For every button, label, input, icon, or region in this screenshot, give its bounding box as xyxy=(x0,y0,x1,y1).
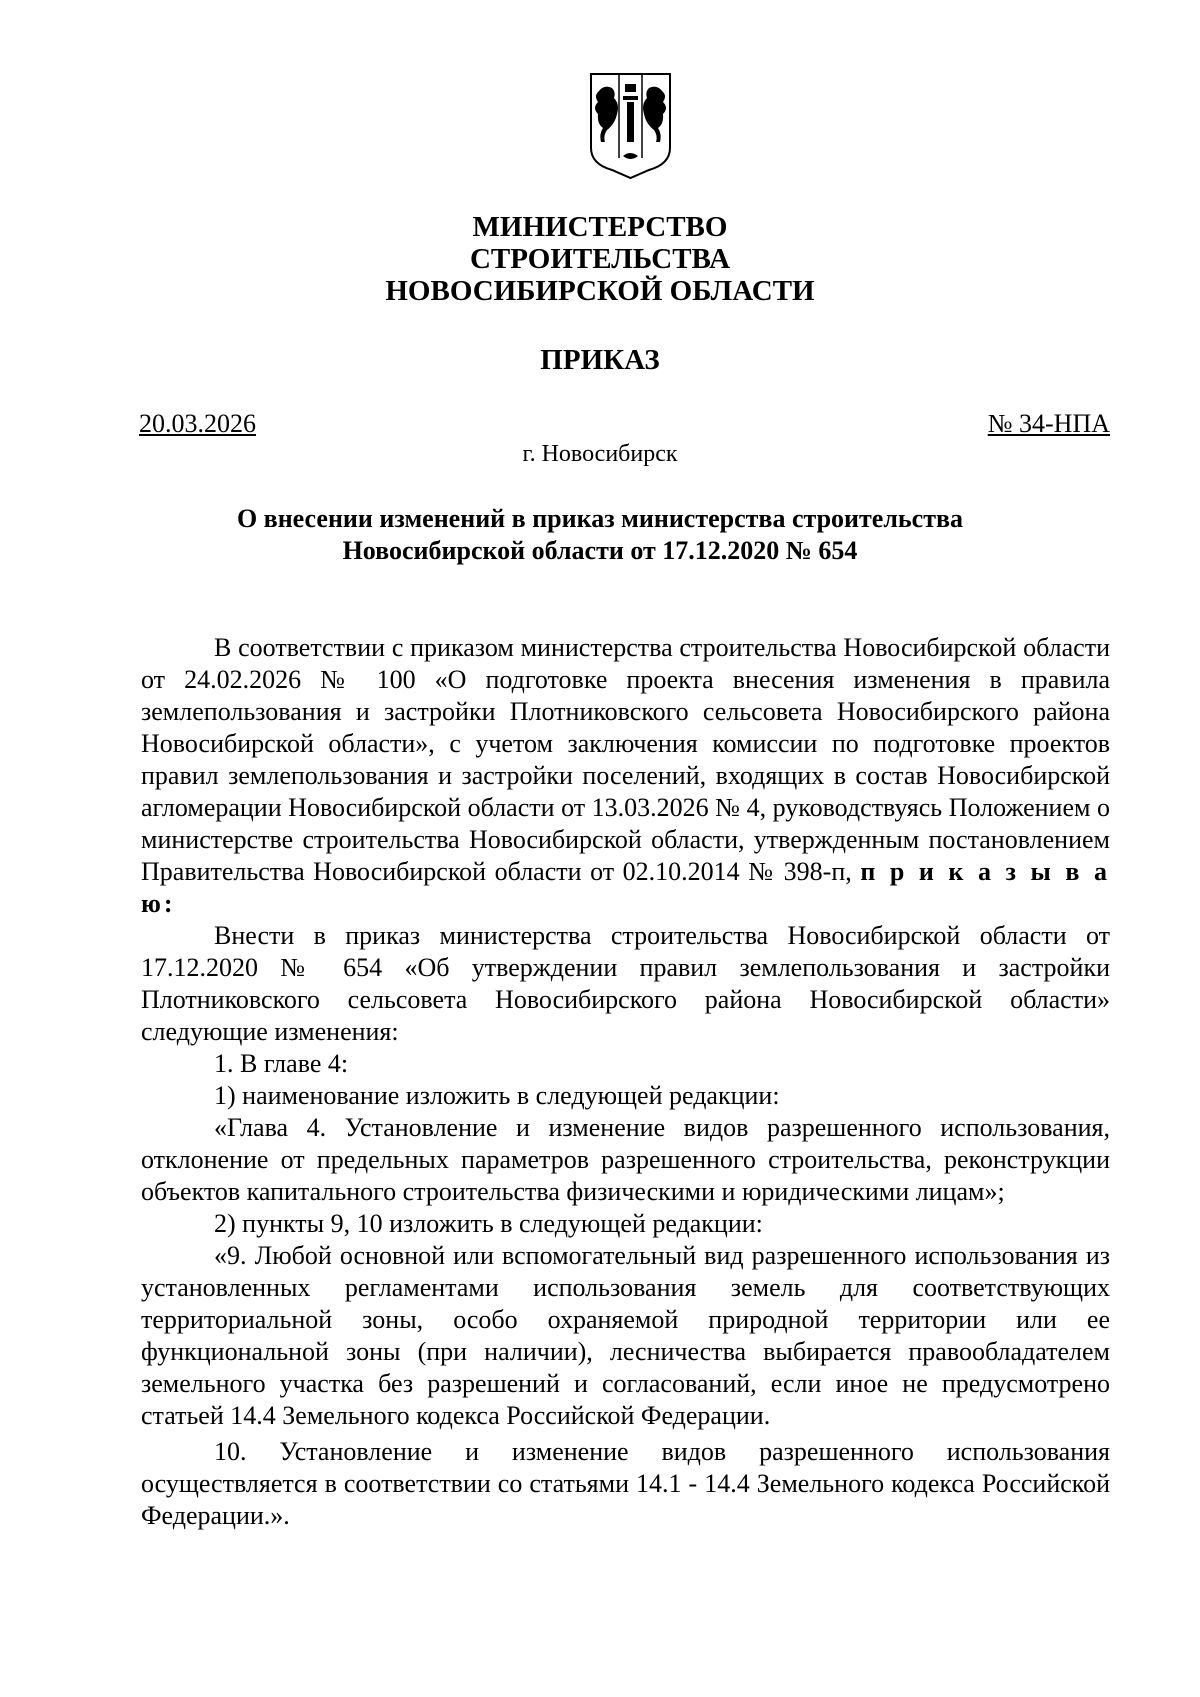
preamble-paragraph xyxy=(141,632,1110,920)
item-1: 1. В главе 4: xyxy=(214,1049,349,1078)
ministry-name-line-1: МИНИСТЕРСТВО xyxy=(472,211,728,243)
quote-point-9: «9. Любой основной или вспомогательный вид разрешенного использования из установленных регламентами использования земель для соответствующих территориальной зоны, особо охраняемой природной территории или ее функциональной зоны (при наличии), лесничества выбирается правообладателем земельного участка без разрешений и согласований, если иное не предусмотрено статьей 14.4 Земельного кодекса Российской Федерации. xyxy=(141,1241,1110,1430)
ministry-name xyxy=(0,211,1200,307)
document-title-line-2: Новосибирской области от 17.12.2020 № 654 xyxy=(342,536,858,565)
preamble-text: В соответствии с приказом министерства строительства Новосибирской области от 24.02.2026 № 100 «О подготовке проекта внесения изменения в правила землепользования и застройки Плотниковского сельсовета Новосибирского района Новосибирской области», с учетом заключения комиссии по подготовке проектов правил землепользования и застройки поселений, входящих в состав Новосибирской агломерации Новосибирской области от 13.03.2026 № 4, руководствуясь Положением о министерстве строительства Новосибирской области, утвержденным постановлением Правительства Новосибирской области от 02.10.2014 № 398-п, xyxy=(141,633,1110,886)
order-word: п р и к а з ы в а ю: xyxy=(141,857,1110,918)
document-title xyxy=(0,503,1200,567)
document-body xyxy=(141,632,1110,1532)
quote-chapter-4-title: «Глава 4. Установление и изменение видов разрешенного использования, отклонение от предельных параметров разрешенного строительства, реконструкции объектов капитального строительства физическими и юридическими лицам»; xyxy=(141,1113,1110,1206)
document-city: г. Новосибирск xyxy=(522,441,678,467)
document-type: ПРИКАЗ xyxy=(540,344,660,376)
intro-paragraph: Внести в приказ министерства строительства Новосибирской области от 17.12.2020 № 654 «Об утверждении правил землепользования и застройки Плотниковского сельсовета Новосибирского района Новосибирской области» следующие изменения: xyxy=(141,921,1110,1046)
quote-point-10: 10. Установление и изменение видов разрешенного использования осуществляется в соответствии со статьями 14.1 - 14.4 Земельного кодекса Российской Федерации.». xyxy=(141,1437,1110,1530)
subitem-2: 2) пункты 9, 10 изложить в следующей редакции: xyxy=(214,1209,763,1238)
coat-of-arms-icon xyxy=(589,72,672,180)
subitem-1: 1) наименование изложить в следующей редакции: xyxy=(214,1081,780,1110)
document-number: № 34-НПА xyxy=(987,409,1110,438)
ministry-name-line-3: НОВОСИБИРСКОЙ ОБЛАСТИ xyxy=(385,275,815,307)
document-date: 20.03.2026 xyxy=(139,409,256,438)
ministry-name-line-2: СТРОИТЕЛЬСТВА xyxy=(469,243,731,275)
document-title-line-1: О внесении изменений в приказ министерства строительства xyxy=(236,504,964,533)
